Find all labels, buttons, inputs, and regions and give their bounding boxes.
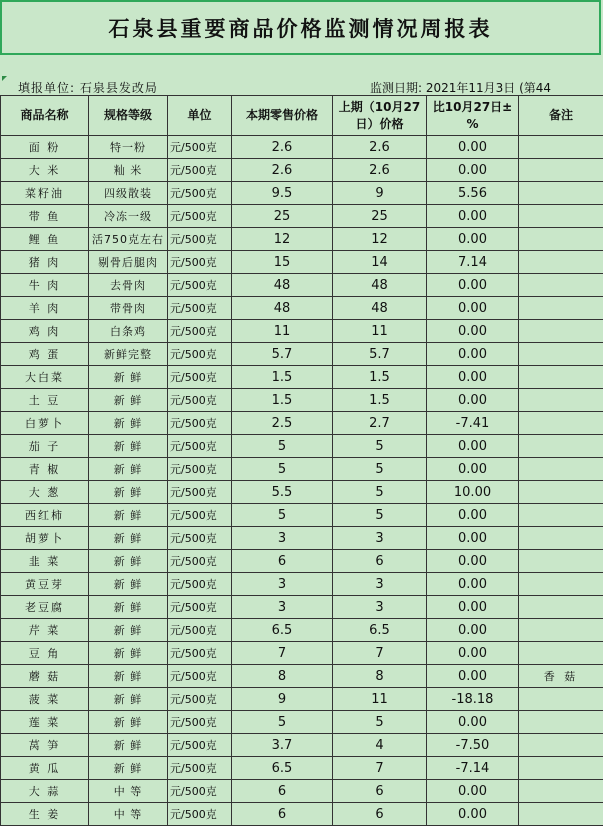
change-percent-cell[interactable]: 0.00 [427, 642, 519, 665]
current-price-cell[interactable]: 12 [232, 228, 333, 251]
note-cell[interactable] [519, 688, 603, 711]
note-cell[interactable] [519, 205, 603, 228]
unit-cell[interactable]: 元/500克 [168, 803, 232, 826]
reporting-unit: 填报单位: 石泉县发改局 [18, 79, 158, 96]
commodity-name-cell[interactable]: 豆 角 [1, 642, 89, 665]
info-row [0, 76, 603, 96]
current-price-cell[interactable]: 6.5 [232, 757, 333, 780]
note-cell[interactable] [519, 527, 603, 550]
previous-price-cell[interactable]: 1.5 [333, 389, 427, 412]
commodity-name-cell[interactable]: 猪 肉 [1, 251, 89, 274]
previous-price-cell[interactable]: 48 [333, 274, 427, 297]
note-cell[interactable] [519, 642, 603, 665]
change-percent-cell[interactable]: 0.00 [427, 159, 519, 182]
table-row [1, 665, 603, 688]
current-price-cell[interactable]: 25 [232, 205, 333, 228]
commodity-name-cell[interactable]: 韭 菜 [1, 550, 89, 573]
spec-grade-cell[interactable]: 剔骨后腿肉 [89, 251, 168, 274]
commodity-name-cell[interactable]: 青 椒 [1, 458, 89, 481]
table-row [1, 619, 603, 642]
previous-price-cell[interactable]: 3 [333, 573, 427, 596]
note-cell[interactable] [519, 182, 603, 205]
unit-cell[interactable]: 元/500克 [168, 274, 232, 297]
previous-price-cell[interactable]: 3 [333, 596, 427, 619]
table-row [1, 366, 603, 389]
unit-cell[interactable]: 元/500克 [168, 573, 232, 596]
commodity-name-cell[interactable]: 带 鱼 [1, 205, 89, 228]
report-title: 石泉县重要商品价格监测情况周报表 [109, 13, 493, 43]
commodity-name-cell[interactable]: 胡萝卜 [1, 527, 89, 550]
unit-cell[interactable]: 元/500克 [168, 596, 232, 619]
previous-price-cell[interactable]: 5 [333, 504, 427, 527]
commodity-name-cell[interactable]: 黄豆芽 [1, 573, 89, 596]
spec-grade-cell[interactable]: 活750克左右 [89, 228, 168, 251]
note-cell[interactable]: 香 菇 [519, 665, 603, 688]
commodity-name-cell[interactable]: 芹 菜 [1, 619, 89, 642]
change-percent-cell[interactable]: 0.00 [427, 320, 519, 343]
change-percent-cell[interactable]: 0.00 [427, 297, 519, 320]
table-row [1, 435, 603, 458]
note-cell[interactable] [519, 803, 603, 826]
change-percent-cell[interactable]: 0.00 [427, 527, 519, 550]
note-cell[interactable] [519, 320, 603, 343]
previous-price-cell[interactable]: 5 [333, 481, 427, 504]
commodity-name-cell[interactable]: 大 米 [1, 159, 89, 182]
previous-price-cell[interactable]: 9 [333, 182, 427, 205]
table-row [1, 803, 603, 826]
spec-grade-cell[interactable]: 中 等 [89, 803, 168, 826]
table-row [1, 458, 603, 481]
spec-grade-cell[interactable]: 新 鲜 [89, 711, 168, 734]
commodity-name-cell[interactable]: 菜籽油 [1, 182, 89, 205]
table-row [1, 251, 603, 274]
previous-price-cell[interactable]: 14 [333, 251, 427, 274]
note-cell[interactable] [519, 458, 603, 481]
unit-cell[interactable]: 元/500克 [168, 320, 232, 343]
change-percent-cell[interactable]: 0.00 [427, 550, 519, 573]
header-cell-name: 商品名称 [1, 96, 89, 136]
table-row [1, 780, 603, 803]
commodity-name-cell[interactable]: 莲 菜 [1, 711, 89, 734]
price-table [0, 95, 603, 826]
unit-cell[interactable]: 元/500克 [168, 481, 232, 504]
current-price-cell[interactable]: 15 [232, 251, 333, 274]
table-row [1, 550, 603, 573]
change-percent-cell[interactable]: 0.00 [427, 711, 519, 734]
spec-grade-cell[interactable]: 新 鲜 [89, 504, 168, 527]
note-cell[interactable] [519, 550, 603, 573]
table-row [1, 343, 603, 366]
commodity-name-cell[interactable]: 菠 菜 [1, 688, 89, 711]
current-price-cell[interactable]: 8 [232, 665, 333, 688]
previous-price-cell[interactable]: 8 [333, 665, 427, 688]
report-title-box [0, 0, 601, 55]
change-percent-cell[interactable]: -18.18 [427, 688, 519, 711]
current-price-cell[interactable]: 3 [232, 573, 333, 596]
table-row [1, 228, 603, 251]
change-percent-cell[interactable]: 7.14 [427, 251, 519, 274]
current-price-cell[interactable]: 3.7 [232, 734, 333, 757]
change-percent-cell[interactable]: 0.00 [427, 573, 519, 596]
note-cell[interactable] [519, 481, 603, 504]
note-cell[interactable] [519, 274, 603, 297]
spec-grade-cell[interactable]: 籼 米 [89, 159, 168, 182]
spec-grade-cell[interactable]: 新 鲜 [89, 481, 168, 504]
current-price-cell[interactable]: 5 [232, 435, 333, 458]
current-price-cell[interactable]: 2.6 [232, 159, 333, 182]
spec-grade-cell[interactable]: 新 鲜 [89, 366, 168, 389]
commodity-name-cell[interactable]: 西红柿 [1, 504, 89, 527]
commodity-name-cell[interactable]: 鸡 肉 [1, 320, 89, 343]
spec-grade-cell[interactable]: 新 鲜 [89, 527, 168, 550]
commodity-name-cell[interactable]: 牛 肉 [1, 274, 89, 297]
table-row [1, 205, 603, 228]
current-price-cell[interactable]: 11 [232, 320, 333, 343]
spec-grade-cell[interactable]: 新 鲜 [89, 688, 168, 711]
note-cell[interactable] [519, 734, 603, 757]
commodity-name-cell[interactable]: 白萝卜 [1, 412, 89, 435]
unit-cell[interactable]: 元/500克 [168, 251, 232, 274]
commodity-name-cell[interactable]: 土 豆 [1, 389, 89, 412]
previous-price-cell[interactable]: 2.6 [333, 159, 427, 182]
spec-grade-cell[interactable]: 新 鲜 [89, 642, 168, 665]
commodity-name-cell[interactable]: 大 葱 [1, 481, 89, 504]
table-row [1, 412, 603, 435]
change-percent-cell[interactable]: 0.00 [427, 366, 519, 389]
previous-price-cell[interactable]: 3 [333, 527, 427, 550]
commodity-name-cell[interactable]: 面 粉 [1, 136, 89, 159]
previous-price-cell[interactable]: 48 [333, 297, 427, 320]
commodity-name-cell[interactable]: 鲤 鱼 [1, 228, 89, 251]
current-price-cell[interactable]: 6 [232, 780, 333, 803]
unit-cell[interactable]: 元/500克 [168, 297, 232, 320]
unit-cell[interactable]: 元/500克 [168, 619, 232, 642]
unit-cell[interactable]: 元/500克 [168, 642, 232, 665]
header-cell-previous-price: 上期（10月27日）价格 [333, 96, 427, 136]
note-cell[interactable] [519, 159, 603, 182]
unit-cell[interactable]: 元/500克 [168, 366, 232, 389]
unit-cell[interactable]: 元/500克 [168, 504, 232, 527]
note-cell[interactable] [519, 366, 603, 389]
table-row [1, 757, 603, 780]
note-cell[interactable] [519, 711, 603, 734]
unit-cell[interactable]: 元/500克 [168, 343, 232, 366]
monitor-date: 监测日期: 2021年11月3日 (第44 [370, 79, 551, 96]
unit-cell[interactable]: 元/500克 [168, 412, 232, 435]
unit-cell[interactable]: 元/500克 [168, 550, 232, 573]
previous-price-cell[interactable]: 5 [333, 711, 427, 734]
change-percent-cell[interactable]: 0.00 [427, 136, 519, 159]
previous-price-cell[interactable]: 5.7 [333, 343, 427, 366]
unit-cell[interactable]: 元/500克 [168, 435, 232, 458]
note-cell[interactable] [519, 389, 603, 412]
note-cell[interactable] [519, 757, 603, 780]
change-percent-cell[interactable]: -7.50 [427, 734, 519, 757]
note-cell[interactable] [519, 504, 603, 527]
table-row [1, 734, 603, 757]
current-price-cell[interactable]: 5 [232, 458, 333, 481]
change-percent-cell[interactable]: 0.00 [427, 619, 519, 642]
current-price-cell[interactable]: 1.5 [232, 389, 333, 412]
commodity-name-cell[interactable]: 大 蒜 [1, 780, 89, 803]
previous-price-cell[interactable]: 2.7 [333, 412, 427, 435]
change-percent-cell[interactable]: 0.00 [427, 504, 519, 527]
previous-price-cell[interactable]: 6.5 [333, 619, 427, 642]
commodity-name-cell[interactable]: 茄 子 [1, 435, 89, 458]
spec-grade-cell[interactable]: 中 等 [89, 780, 168, 803]
table-row [1, 159, 603, 182]
change-percent-cell[interactable]: 0.00 [427, 780, 519, 803]
table-row [1, 642, 603, 665]
spec-grade-cell[interactable]: 新 鲜 [89, 757, 168, 780]
table-row [1, 711, 603, 734]
note-cell[interactable] [519, 228, 603, 251]
current-price-cell[interactable]: 1.5 [232, 366, 333, 389]
current-price-cell[interactable]: 3 [232, 527, 333, 550]
spec-grade-cell[interactable]: 新 鲜 [89, 458, 168, 481]
spec-grade-cell[interactable]: 新 鲜 [89, 389, 168, 412]
table-row [1, 573, 603, 596]
previous-price-cell[interactable]: 4 [333, 734, 427, 757]
unit-cell[interactable]: 元/500克 [168, 136, 232, 159]
spec-grade-cell[interactable]: 新 鲜 [89, 596, 168, 619]
current-price-cell[interactable]: 2.6 [232, 136, 333, 159]
change-percent-cell[interactable]: 0.00 [427, 435, 519, 458]
current-price-cell[interactable]: 3 [232, 596, 333, 619]
previous-price-cell[interactable]: 12 [333, 228, 427, 251]
unit-cell[interactable]: 元/500克 [168, 458, 232, 481]
current-price-cell[interactable]: 5.7 [232, 343, 333, 366]
unit-cell[interactable]: 元/500克 [168, 159, 232, 182]
change-percent-cell[interactable]: 0.00 [427, 596, 519, 619]
note-cell[interactable] [519, 780, 603, 803]
spec-grade-cell[interactable]: 新 鲜 [89, 734, 168, 757]
table-row [1, 504, 603, 527]
header-cell-note: 备注 [519, 96, 603, 136]
spec-grade-cell[interactable]: 冷冻一级 [89, 205, 168, 228]
commodity-name-cell[interactable]: 蘑 菇 [1, 665, 89, 688]
spec-grade-cell[interactable]: 四级散装 [89, 182, 168, 205]
previous-price-cell[interactable]: 6 [333, 780, 427, 803]
change-percent-cell[interactable]: 0.00 [427, 274, 519, 297]
commodity-name-cell[interactable]: 莴 笋 [1, 734, 89, 757]
change-percent-cell[interactable]: 0.00 [427, 205, 519, 228]
change-percent-cell[interactable]: -7.41 [427, 412, 519, 435]
change-percent-cell[interactable]: -7.14 [427, 757, 519, 780]
spec-grade-cell[interactable]: 新 鲜 [89, 435, 168, 458]
previous-price-cell[interactable]: 7 [333, 642, 427, 665]
spec-grade-cell[interactable]: 白条鸡 [89, 320, 168, 343]
change-percent-cell[interactable]: 0.00 [427, 665, 519, 688]
header-cell-spec: 规格等级 [89, 96, 168, 136]
unit-cell[interactable]: 元/500克 [168, 228, 232, 251]
spec-grade-cell[interactable]: 带骨肉 [89, 297, 168, 320]
current-price-cell[interactable]: 6 [232, 550, 333, 573]
previous-price-cell[interactable]: 5 [333, 435, 427, 458]
table-row [1, 274, 603, 297]
change-percent-cell[interactable]: 5.56 [427, 182, 519, 205]
change-percent-cell[interactable]: 0.00 [427, 228, 519, 251]
previous-price-cell[interactable]: 6 [333, 550, 427, 573]
note-cell[interactable] [519, 573, 603, 596]
note-cell[interactable] [519, 297, 603, 320]
spec-grade-cell[interactable]: 新 鲜 [89, 550, 168, 573]
spec-grade-cell[interactable]: 新鲜完整 [89, 343, 168, 366]
current-price-cell[interactable]: 6.5 [232, 619, 333, 642]
unit-cell[interactable]: 元/500克 [168, 711, 232, 734]
note-cell[interactable] [519, 435, 603, 458]
previous-price-cell[interactable]: 11 [333, 688, 427, 711]
unit-cell[interactable]: 元/500克 [168, 205, 232, 228]
unit-cell[interactable]: 元/500克 [168, 688, 232, 711]
unit-cell[interactable]: 元/500克 [168, 182, 232, 205]
spec-grade-cell[interactable]: 新 鲜 [89, 412, 168, 435]
current-price-cell[interactable]: 5 [232, 504, 333, 527]
table-row [1, 527, 603, 550]
table-row [1, 688, 603, 711]
spec-grade-cell[interactable]: 新 鲜 [89, 665, 168, 688]
cell-comment-marker-icon [2, 76, 7, 81]
spec-grade-cell[interactable]: 新 鲜 [89, 573, 168, 596]
current-price-cell[interactable]: 9 [232, 688, 333, 711]
table-row [1, 297, 603, 320]
table-row [1, 389, 603, 412]
note-cell[interactable] [519, 136, 603, 159]
header-cell-change-percent: 比10月27日± % [427, 96, 519, 136]
current-price-cell[interactable]: 48 [232, 274, 333, 297]
previous-price-cell[interactable]: 7 [333, 757, 427, 780]
current-price-cell[interactable]: 5.5 [232, 481, 333, 504]
previous-price-cell[interactable]: 1.5 [333, 366, 427, 389]
commodity-name-cell[interactable]: 生 姜 [1, 803, 89, 826]
previous-price-cell[interactable]: 5 [333, 458, 427, 481]
current-price-cell[interactable]: 5 [232, 711, 333, 734]
spec-grade-cell[interactable]: 特一粉 [89, 136, 168, 159]
table-row [1, 136, 603, 159]
unit-cell[interactable]: 元/500克 [168, 757, 232, 780]
header-cell-current-price: 本期零售价格 [232, 96, 333, 136]
table-row [1, 596, 603, 619]
note-cell[interactable] [519, 596, 603, 619]
table-row [1, 320, 603, 343]
commodity-name-cell[interactable]: 羊 肉 [1, 297, 89, 320]
current-price-cell[interactable]: 2.5 [232, 412, 333, 435]
commodity-name-cell[interactable]: 鸡 蛋 [1, 343, 89, 366]
change-percent-cell[interactable]: 0.00 [427, 389, 519, 412]
unit-cell[interactable]: 元/500克 [168, 527, 232, 550]
unit-cell[interactable]: 元/500克 [168, 389, 232, 412]
previous-price-cell[interactable]: 11 [333, 320, 427, 343]
table-row [1, 481, 603, 504]
change-percent-cell[interactable]: 10.00 [427, 481, 519, 504]
current-price-cell[interactable]: 48 [232, 297, 333, 320]
unit-cell[interactable]: 元/500克 [168, 734, 232, 757]
previous-price-cell[interactable]: 6 [333, 803, 427, 826]
note-cell[interactable] [519, 412, 603, 435]
commodity-name-cell[interactable]: 黄 瓜 [1, 757, 89, 780]
current-price-cell[interactable]: 9.5 [232, 182, 333, 205]
previous-price-cell[interactable]: 2.6 [333, 136, 427, 159]
spec-grade-cell[interactable]: 去骨肉 [89, 274, 168, 297]
header-cell-unit: 单位 [168, 96, 232, 136]
commodity-name-cell[interactable]: 大白菜 [1, 366, 89, 389]
current-price-cell[interactable]: 7 [232, 642, 333, 665]
spec-grade-cell[interactable]: 新 鲜 [89, 619, 168, 642]
header-row [1, 96, 603, 136]
note-cell[interactable] [519, 619, 603, 642]
note-cell[interactable] [519, 251, 603, 274]
current-price-cell[interactable]: 6 [232, 803, 333, 826]
change-percent-cell[interactable]: 0.00 [427, 343, 519, 366]
commodity-name-cell[interactable]: 老豆腐 [1, 596, 89, 619]
previous-price-cell[interactable]: 25 [333, 205, 427, 228]
unit-cell[interactable]: 元/500克 [168, 665, 232, 688]
change-percent-cell[interactable]: 0.00 [427, 803, 519, 826]
unit-cell[interactable]: 元/500克 [168, 780, 232, 803]
change-percent-cell[interactable]: 0.00 [427, 458, 519, 481]
note-cell[interactable] [519, 343, 603, 366]
table-row [1, 182, 603, 205]
